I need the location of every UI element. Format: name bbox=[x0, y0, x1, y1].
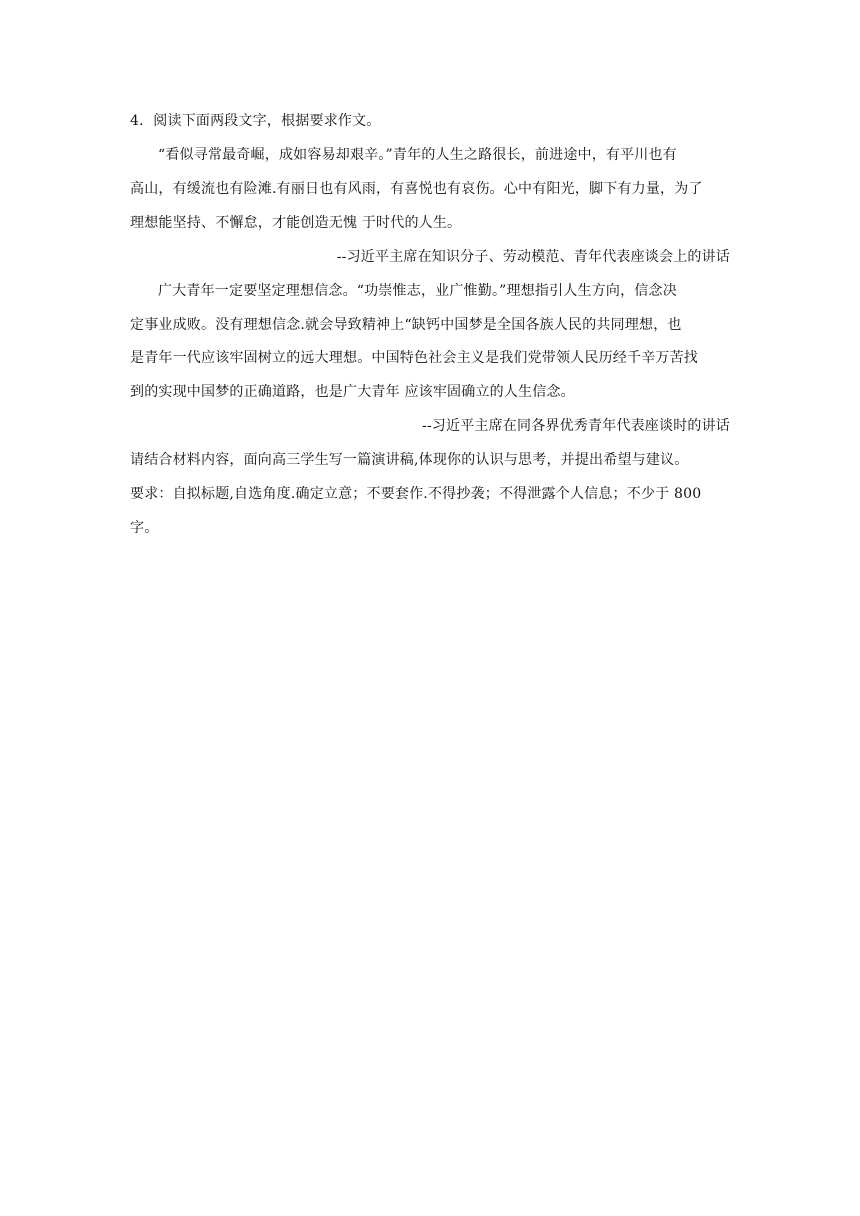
question-heading: 4．阅读下面两段文字，根据要求作文。 bbox=[130, 113, 381, 129]
passage1-line-1: “看似寻常最奇崛，成如容易却艰辛。”青年的人生之路很长，前进途中，有平川也有 bbox=[158, 147, 677, 163]
passage1-line-3: 理想能坚持、不懈怠，才能创造无愧 于时代的人生。 bbox=[130, 215, 462, 231]
passage2-line-4: 到的实现中国梦的正确道路，也是广大青年 应该牢固确立的人生信念。 bbox=[130, 384, 575, 400]
passage2-line-1: 广大青年一定要坚定理想信念。“功崇惟志，业广惟勤。”理想指引人生方向，信念决 bbox=[158, 283, 677, 299]
passage2-line-2: 定事业成败。没有理想信念.就会导致精神上“缺钙中国梦是全国各族人民的共同理想，也 bbox=[130, 317, 682, 333]
passage1-source: --习近平主席在知识分子、劳动模范、青年代表座谈会上的讲话 bbox=[336, 249, 730, 265]
passage2-source: --习近平主席在同各界优秀青年代表座谈时的讲话 bbox=[421, 418, 730, 434]
passage2-line-3: 是青年一代应该牢固树立的远大理想。中国特色社会主义是我们党带领人民历经千辛万苦找 bbox=[130, 350, 698, 366]
writing-instruction: 请结合材料内容，面向高三学生写一篇演讲稿,体现你的认识与思考，并提出希望与建议。 bbox=[130, 452, 689, 468]
requirements-line-2: 字。 bbox=[130, 520, 159, 536]
requirements-line-1: 要求：自拟标题,自选角度.确定立意；不要套作.不得抄袭；不得泄露个人信息；不少于 800 bbox=[130, 486, 702, 502]
passage1-line-2: 高山，有缓流也有险滩.有丽日也有风雨，有喜悦也有哀伤。心中有阳光，脚下有力量，为了 bbox=[130, 181, 703, 197]
